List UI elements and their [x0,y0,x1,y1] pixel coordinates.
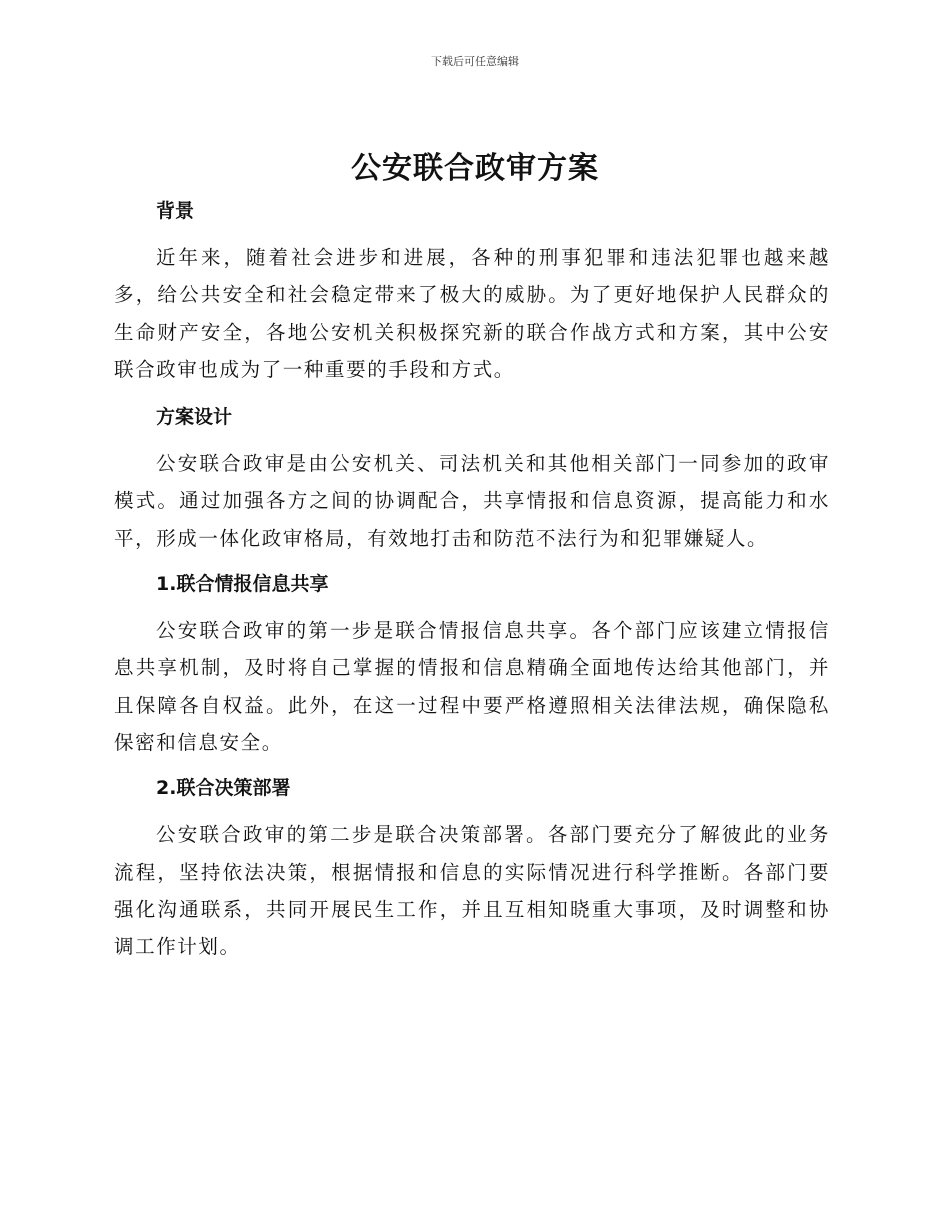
section-paragraph-design: 公安联合政审是由公安机关、司法机关和其他相关部门一同参加的政审模式。通过加强各方之间的协调配合，共享情报和信息资源，提高能力和水平，形成一体化政审格局，有效地打击和防范不法行为和犯罪嫌疑人。 [114,452,830,550]
section-heading-info-sharing: 1.联合情报信息共享 [156,573,329,596]
page-header: 下载后可任意编辑 [431,55,519,68]
section-paragraph-info-sharing: 公安联合政审的第一步是联合情报信息共享。各个部门应该建立情报信息共享机制，及时将自己掌握的情报和信息精确全面地传达给其他部门，并且保障各自权益。此外，在这一过程中要严格遵照相关法律法规，确保隐私保密和信息安全。 [114,619,830,754]
section-paragraph-decision-deployment: 公安联合政审的第二步是联合决策部署。各部门要充分了解彼此的业务流程，坚持依法决策，根据情报和信息的实际情况进行科学推断。各部门要强化沟通联系，共同开展民生工作，并且互相知晓重大事项，及时调整和协调工作计划。 [114,823,830,959]
section-heading-background: 背景 [156,200,195,222]
document-body [114,196,830,965]
section-heading-design: 方案设计 [156,406,233,429]
document-title: 公安联合政审方案 [351,151,599,186]
section-heading-decision-deployment: 2.联合决策部署 [156,777,291,800]
section-paragraph-background: 近年来，随着社会进步和进展，各种的刑事犯罪和违法犯罪也越来越多，给公共安全和社会稳定带来了极大的威胁。为了更好地保护人民群众的生命财产安全，各地公安机关积极探究新的联合作战方式和方案，其中公安联合政审也成为了一种重要的手段和方式。 [114,246,830,381]
